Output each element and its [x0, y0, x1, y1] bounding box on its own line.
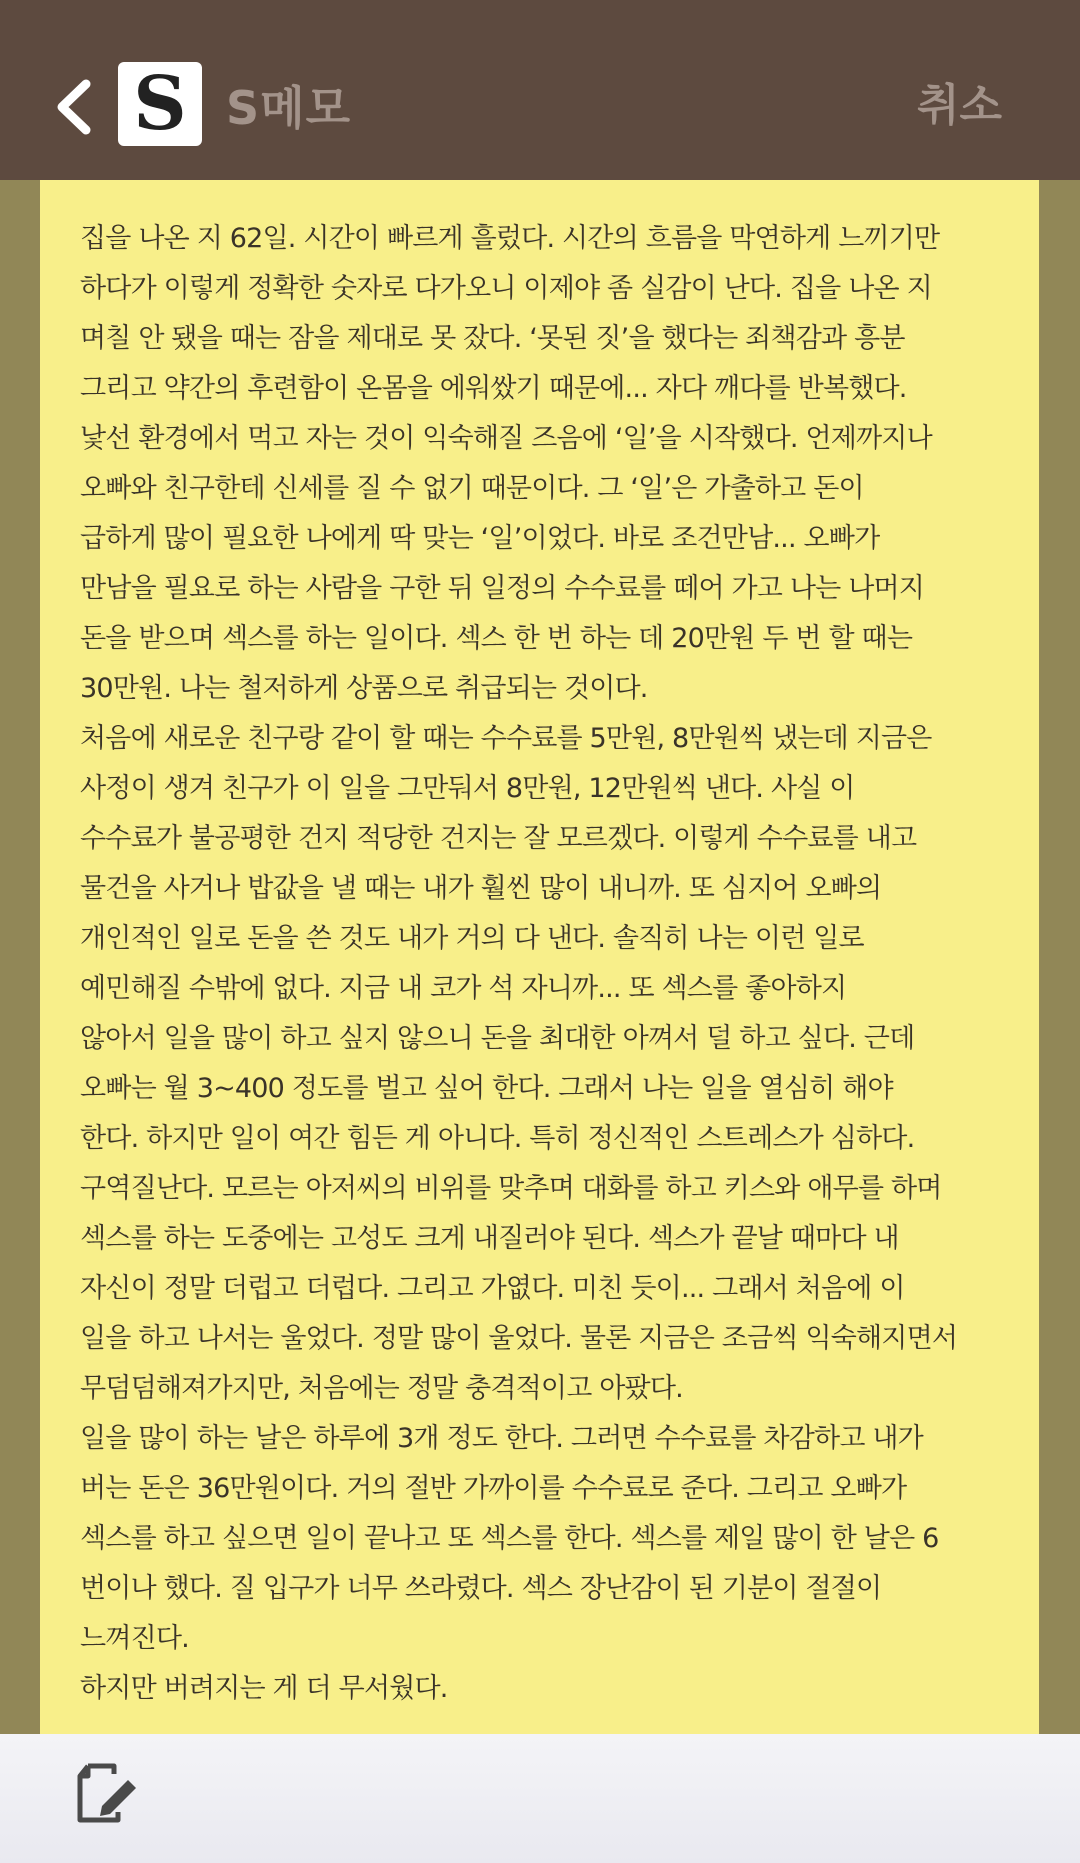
edit-button[interactable]: [74, 1758, 144, 1828]
memo-line: 낯선 환경에서 먹고 자는 것이 익숙해질 즈음에 ‘일’을 시작했다. 언제까지나: [80, 423, 932, 454]
memo-line: 급하게 많이 필요한 나에게 딱 맞는 ‘일’이었다. 바로 조건만남... 오빠가: [80, 523, 880, 554]
memo-line: 돈을 받으며 섹스를 하는 일이다. 섹스 한 번 하는 데 20만원 두 번 할 때는: [80, 623, 913, 654]
memo-line: 사정이 생겨 친구가 이 일을 그만둬서 8만원, 12만원씩 낸다. 사실 이: [80, 773, 855, 804]
memo-line: 한다. 하지만 일이 여간 힘든 게 아니다. 특히 정신적인 스트레스가 심하다.: [80, 1123, 915, 1154]
app-logo: [118, 62, 202, 146]
memo-line: 번이나 했다. 질 입구가 너무 쓰라렸다. 섹스 장난감이 된 기분이 절절이: [80, 1573, 882, 1604]
cancel-button[interactable]: 취소: [916, 80, 1002, 131]
chevron-left-icon: [52, 72, 102, 142]
bottom-toolbar: [0, 1734, 1080, 1863]
memo-line: 않아서 일을 많이 하고 싶지 않으니 돈을 최대한 아껴서 덜 하고 싶다. 근데: [80, 1023, 915, 1054]
app-header: [0, 0, 1080, 180]
memo-paper: [40, 180, 1039, 1734]
memo-line: 일을 하고 나서는 울었다. 정말 많이 울었다. 물론 지금은 조금씩 익숙해지면서: [80, 1323, 958, 1354]
edit-note-icon: [74, 1758, 144, 1828]
back-button[interactable]: [52, 72, 102, 142]
memo-line: 구역질난다. 모르는 아저씨의 비위를 맞추며 대화를 하고 키스와 애무를 하며: [80, 1173, 942, 1204]
memo-line: 오빠는 월 3~400 정도를 벌고 싶어 한다. 그래서 나는 일을 열심히 해야: [80, 1073, 893, 1104]
app-logo-letter: S: [133, 61, 187, 147]
memo-line: 자신이 정말 더럽고 더럽다. 그리고 가엾다. 미친 듯이... 그래서 처음에 이: [80, 1273, 905, 1304]
memo-line: 섹스를 하는 도중에는 고성도 크게 내질러야 된다. 섹스가 끝날 때마다 내: [80, 1223, 899, 1254]
memo-line: 집을 나온 지 62일. 시간이 빠르게 흘렀다. 시간의 흐름을 막연하게 느끼기만: [80, 223, 940, 254]
memo-line: 버는 돈은 36만원이다. 거의 절반 가까이를 수수료로 준다. 그리고 오빠가: [80, 1473, 907, 1504]
memo-line: 예민해질 수밖에 없다. 지금 내 코가 석 자니까... 또 섹스를 좋아하지: [80, 973, 847, 1004]
memo-line: 처음에 새로운 친구랑 같이 할 때는 수수료를 5만원, 8만원씩 냈는데 지금은: [80, 723, 932, 754]
app-title: S메모: [226, 81, 352, 135]
memo-text[interactable]: [80, 214, 1040, 1714]
memo-line: 무덤덤해져가지만, 처음에는 정말 충격적이고 아팠다.: [80, 1373, 683, 1404]
memo-line: 오빠와 친구한테 신세를 질 수 없기 때문이다. 그 ‘일’은 가출하고 돈이: [80, 473, 864, 504]
memo-line: 그리고 약간의 후련함이 온몸을 에워쌌기 때문에... 자다 깨다를 반복했다.: [80, 373, 907, 404]
memo-line: 하다가 이렇게 정확한 숫자로 다가오니 이제야 좀 실감이 난다. 집을 나온 지: [80, 273, 932, 304]
memo-line: 하지만 버려지는 게 더 무서웠다.: [80, 1673, 448, 1704]
memo-line: 느껴진다.: [80, 1623, 189, 1654]
memo-line: 물건을 사거나 밥값을 낼 때는 내가 훨씬 많이 내니까. 또 심지어 오빠의: [80, 873, 882, 904]
memo-line: 섹스를 하고 싶으면 일이 끝나고 또 섹스를 한다. 섹스를 제일 많이 한 날은 6: [80, 1523, 939, 1554]
memo-line: 일을 많이 하는 날은 하루에 3개 정도 한다. 그러면 수수료를 차감하고 내가: [80, 1423, 923, 1454]
memo-line: 며칠 안 됐을 때는 잠을 제대로 못 잤다. ‘못된 짓’을 했다는 죄책감과 흥분: [80, 323, 905, 354]
memo-line: 수수료가 불공평한 건지 적당한 건지는 잘 모르겠다. 이렇게 수수료를 내고: [80, 823, 917, 854]
memo-line: 만남을 필요로 하는 사람을 구한 뒤 일정의 수수료를 떼어 가고 나는 나머지: [80, 573, 925, 604]
memo-line: 30만원. 나는 철저하게 상품으로 취급되는 것이다.: [80, 673, 648, 704]
memo-line: 개인적인 일로 돈을 쓴 것도 내가 거의 다 낸다. 솔직히 나는 이런 일로: [80, 923, 864, 954]
